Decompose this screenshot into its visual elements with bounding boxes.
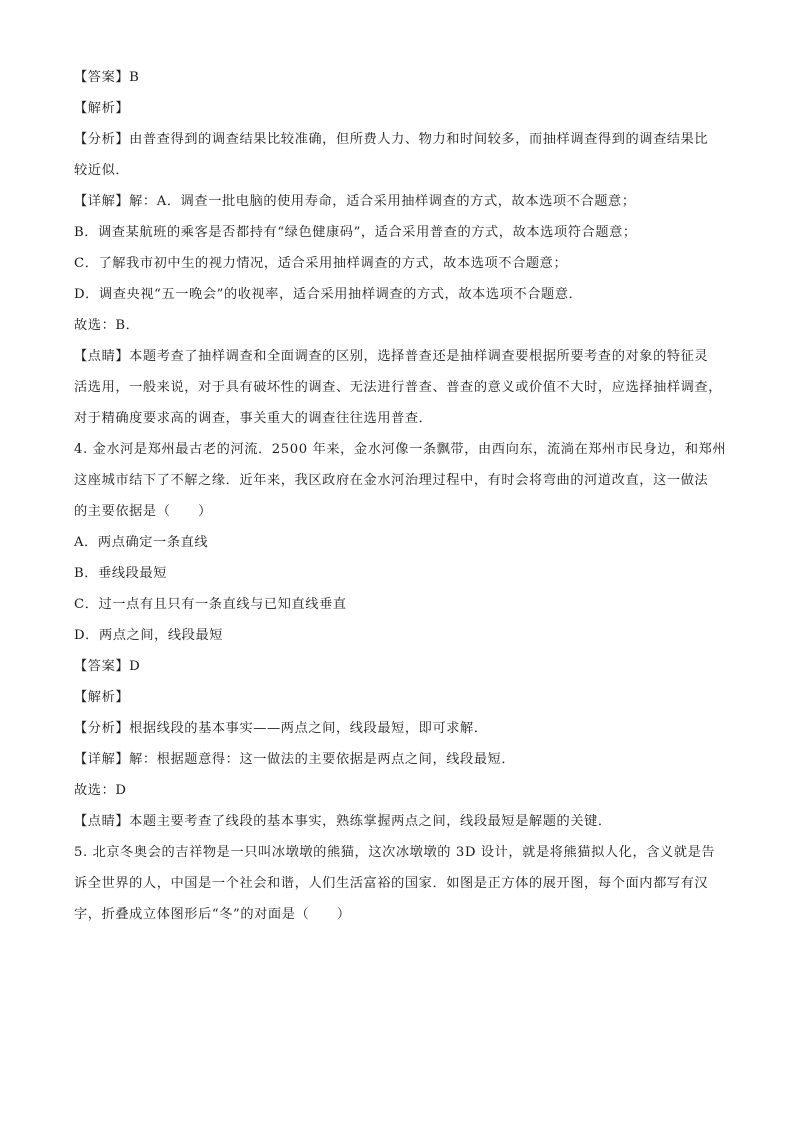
q3-fenxi-line: 【分析】由普查得到的调查结果比较准确，但所费人力、物力和时间较多，而抽样调查得到的调查结果比: [74, 132, 709, 147]
q5-stem-line: 诉全世界的人，中国是一个社会和谐，人们生活富裕的国家．如图是正方体的展开图，每个面内都写有汉: [74, 876, 709, 891]
q3-fenxi-line: 较近似．: [74, 163, 130, 178]
q4-stem-line: 的主要依据是（ ）: [74, 504, 212, 519]
q3-dianjing-line: 活选用，一般来说，对于具有破坏性的调查、无法进行普查、普查的意义或价值不大时，应选择抽样调查，: [74, 380, 723, 395]
q5-stem: [74, 837, 722, 930]
q3-answer: 【答案】B: [74, 70, 140, 85]
q4-fenxi: 【分析】根据线段的基本事实——两点之间，线段最短，即可求解．: [74, 721, 488, 736]
q5-stem-line: 字，折叠成立体图形后“冬”的对面是（ ）: [74, 907, 351, 922]
q4-xiangjie: 【详解】解：根据题意得：这一做法的主要依据是两点之间，线段最短．: [74, 752, 516, 767]
q3-option-c: C．了解我市初中生的视力情况，适合采用抽样调查的方式，故本选项不合题意；: [74, 256, 568, 271]
q4-analysis-label: 【解析】: [74, 690, 130, 705]
q4-option-b: B．垂线段最短: [74, 566, 168, 581]
q4-option-d: D．两点之间，线段最短: [74, 628, 224, 643]
q4-stem-line: 这座城市结下了不解之缘．近年来，我区政府在金水河治理过程中，有时会将弯曲的河道改直，这一做法: [74, 473, 709, 488]
q3-choose: 故选：B．: [74, 318, 140, 333]
q4-choose: 故选：D: [74, 783, 127, 798]
q3-analysis-label: 【解析】: [74, 101, 130, 116]
document-page: [74, 62, 727, 930]
q4-stem: [74, 434, 727, 527]
q4-option-c: C．过一点有且只有一条直线与已知直线垂直: [74, 597, 347, 612]
q3-option-b: B．调查某航班的乘客是否都持有“绿色健康码”，适合采用普查的方式，故本选项符合题意；: [74, 225, 637, 240]
q3-dianjing-line: 对于精确度要求高的调查，事关重大的调查往往选用普查．: [74, 411, 433, 426]
q3-fenxi: [74, 124, 722, 186]
q4-option-a: A．两点确定一条直线: [74, 535, 209, 550]
q4-answer: 【答案】D: [74, 659, 141, 674]
q3-option-d: D．调查央视“五一晚会”的收视率，适合采用抽样调查的方式，故本选项不合题意．: [74, 287, 583, 302]
q5-stem-line: 5. 北京冬奥会的吉祥物是一只叫冰墩墩的熊猫，这次冰墩墩的 3D 设计，就是将熊猫拟人化，含义就是告: [74, 845, 716, 860]
q3-dianjing: [74, 341, 722, 434]
q3-xiangjie: 【详解】解：A．调查一批电脑的使用寿命，适合采用抽样调查的方式，故本选项不合题意；: [74, 194, 636, 209]
q4-dianjing: 【点睛】本题主要考查了线段的基本事实，熟练掌握两点之间，线段最短是解题的关键．: [74, 814, 612, 829]
q3-dianjing-line: 【点睛】本题考查了抽样调查和全面调查的区别，选择普查还是抽样调查要根据所要考查的对象的特征灵: [74, 349, 709, 364]
q4-stem-line: 4. 金水河是郑州最古老的河流．2500 年来，金水河像一条飘带，由西向东，流淌在郑州市民身边，和郑州: [74, 442, 727, 457]
